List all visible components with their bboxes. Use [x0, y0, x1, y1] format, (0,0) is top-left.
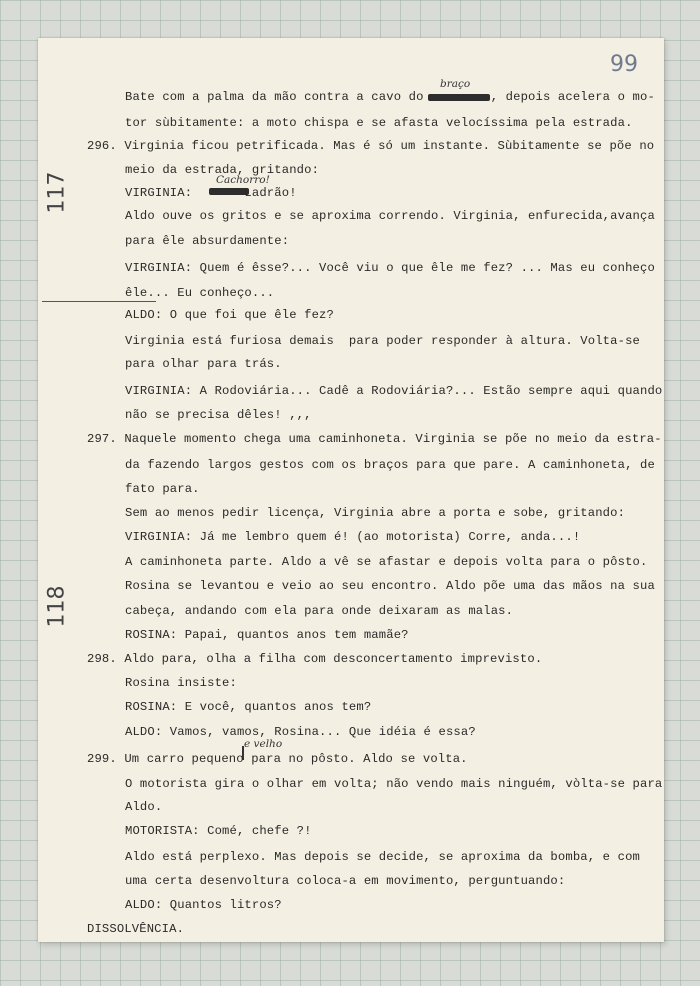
page-number: 99 — [610, 52, 638, 77]
text-line: A caminhoneta parte. Aldo a vê se afastar e depois volta para o pôsto. — [125, 555, 648, 569]
margin-note-118: 118 — [44, 585, 70, 628]
handwritten-insert-cachorro: Cachorro! — [216, 174, 270, 186]
text-line: ALDO: Quantos litros? — [125, 898, 282, 912]
text-line: tor sùbitamente: a moto chispa e se afasta velocíssima pela estrada. — [125, 116, 633, 130]
text-line: da fazendo largos gestos com os braços para que pare. A caminhoneta, de — [125, 458, 655, 472]
text-line: ALDO: Vamos, vamos, Rosina... Que idéia é essa? — [125, 725, 476, 739]
text-line: êle... Eu conheço... — [125, 286, 275, 300]
text-line: Bate com a palma da mão contra a cavo do , depois acelera o mo- — [125, 90, 655, 104]
text-line: Aldo ouve os gritos e se aproxima correndo. Virginia, enfurecida,avança — [125, 209, 655, 223]
text-line: 296. Virginia ficou petrificada. Mas é só um instante. Sùbitamente se põe no — [87, 139, 655, 153]
text-line: Rosina se levantou e veio ao seu encontro. Aldo põe uma das mãos na sua — [125, 579, 655, 593]
text-line: VIRGINIA: Já me lembro quem é! (ao motorista) Corre, anda...! — [125, 530, 581, 544]
text-line: Aldo. — [125, 800, 163, 814]
text-line: 297. Naquele momento chega uma caminhoneta. Virginia se põe no meio da estra- — [87, 432, 662, 446]
text-line: MOTORISTA: Comé, chefe ?! — [125, 824, 312, 838]
text-line: uma certa desenvoltura coloca-a em movimento, perguntuando: — [125, 874, 566, 888]
margin-note-117: 117 — [44, 171, 70, 214]
text-line: ROSINA: Papai, quantos anos tem mamãe? — [125, 628, 409, 642]
handwritten-insert-e-velho: e velho — [244, 738, 283, 750]
text-line: Virginia está furiosa demais para poder responder à altura. Volta-se — [125, 334, 640, 348]
handwritten-insert-braco: braço — [440, 78, 471, 90]
text-line: VIRGINIA: A Rodoviária... Cadê a Rodoviária?... Estão sempre aqui quando — [125, 384, 663, 398]
text-line: para olhar para trás. — [125, 357, 282, 371]
text-line: cabeça, andando com ela para onde deixaram as malas. — [125, 604, 514, 618]
text-line: 298. Aldo para, olha a filha com desconcertamento imprevisto. — [87, 652, 543, 666]
text-line: não se precisa dêles! ,,, — [125, 408, 312, 422]
text-line: VIRGINIA: Ladrão! — [125, 186, 297, 200]
text-line: para êle absurdamente: — [125, 234, 290, 248]
text-line: DISSOLVÊNCIA. — [87, 922, 185, 936]
text-line: ROSINA: E você, quantos anos tem? — [125, 700, 372, 714]
text-line: ALDO: O que foi que êle fez? — [125, 308, 334, 322]
text-line: fato para. — [125, 482, 200, 496]
text-line: meio da estrada, gritando: — [125, 163, 320, 177]
text-line: Aldo está perplexo. Mas depois se decide, se aproxima da bomba, e com — [125, 850, 640, 864]
text-line: 299. Um carro pequeno para no pôsto. Aldo se volta. — [87, 752, 468, 766]
text-line: Rosina insiste: — [125, 676, 237, 690]
text-line: O motorista gira o olhar em volta; não vendo mais ninguém, vòlta-se para — [125, 777, 663, 791]
text-line: VIRGINIA: Quem é êsse?... Você viu o que êle me fez? ... Mas eu conheço — [125, 261, 655, 275]
margin-divider-line — [42, 301, 156, 302]
typescript-page — [38, 38, 664, 942]
text-line: Sem ao menos pedir licença, Virginia abre a porta e sobe, gritando: — [125, 506, 626, 520]
